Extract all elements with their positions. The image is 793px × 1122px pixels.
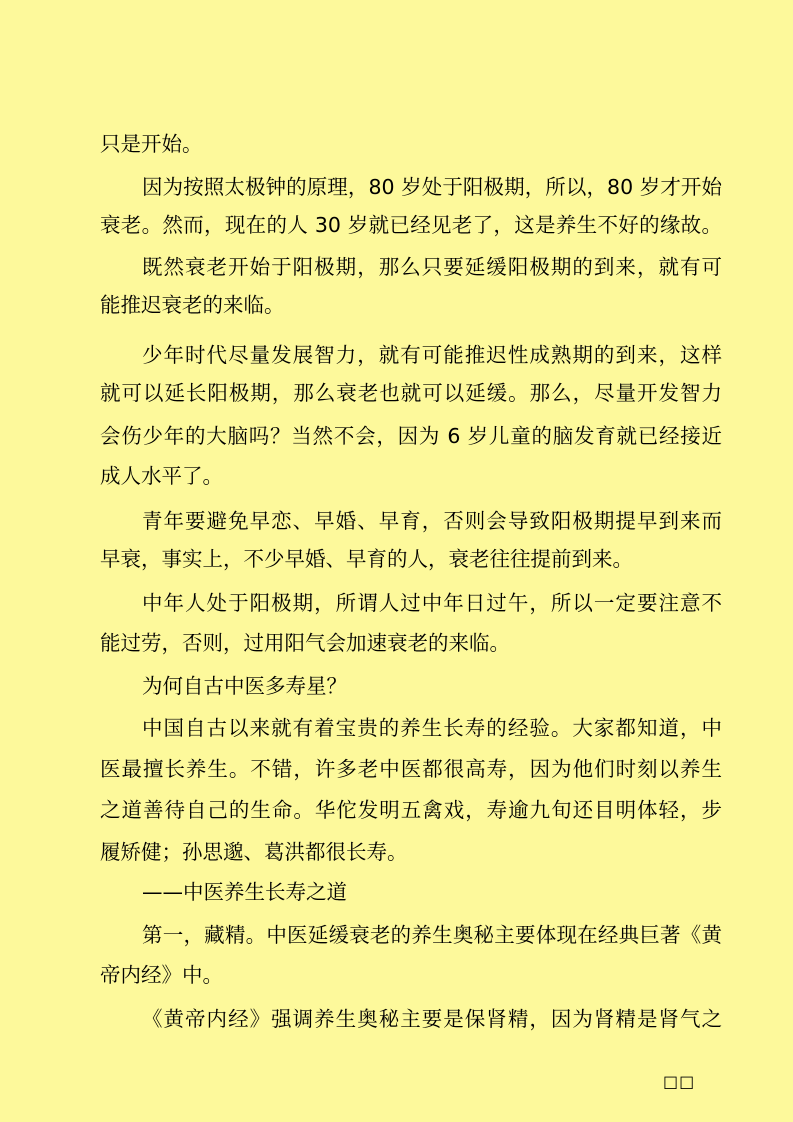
text-line: 中国自古以来就有着宝贵的养生长寿的经验。大家都知道，中 [142,716,722,740]
page-number: □□ [663,1072,696,1091]
text-line: 只是开始。 [100,132,203,156]
text-line: 既然衰老开始于阳极期，那么只要延缓阳极期的到来，就有可 [142,255,722,279]
text-line: 中年人处于阳极期，所谓人过中年日过午，所以一定要注意不 [142,591,722,615]
text-line: 就可以延长阳极期，那么衰老也就可以延缓。那么，尽量开发智力 [100,381,722,405]
text-line: 能过劳，否则，过用阳气会加速衰老的来临。 [100,631,510,655]
text-line: 青年要避免早恋、早婚、早育，否则会导致阳极期提早到来而 [142,509,722,533]
text-line: 能推迟衰老的来临。 [100,293,285,317]
text-line: 履矫健；孙思邈、葛洪都很长寿。 [100,840,408,864]
text-line: 因为按照太极钟的原理，80 岁处于阳极期，所以，80 岁才开始 [142,175,722,199]
text-line: 帝内经》中。 [100,963,223,987]
text-line: 医最擅长养生。不错，许多老中医都很高寿，因为他们时刻以养生 [100,757,722,781]
text-line: 早衰，事实上，不少早婚、早育的人，衰老往往提前到来。 [100,547,633,571]
section-heading: 为何自古中医多寿星？ [142,674,347,698]
text-line: 《黄帝内经》强调养生奥秘主要是保肾精，因为肾精是肾气之 [142,1007,722,1031]
text-line: 会伤少年的大脑吗？当然不会，因为 6 岁儿童的脑发育就已经接近 [100,424,722,448]
text-line: 成人水平了。 [100,464,223,488]
text-line: 少年时代尽量发展智力，就有可能推迟性成熟期的到来，这样 [142,343,722,367]
text-line: 第一，藏精。中医延缓衰老的养生奥秘主要体现在经典巨著《黄 [142,923,722,947]
text-line: 之道善待自己的生命。华佗发明五禽戏，寿逾九旬还目明体轻，步 [100,798,722,822]
text-line: 衰老。然而，现在的人 30 岁就已经见老了，这是养生不好的缘故。 [100,213,722,237]
section-heading: ——中医养生长寿之道 [142,880,347,904]
